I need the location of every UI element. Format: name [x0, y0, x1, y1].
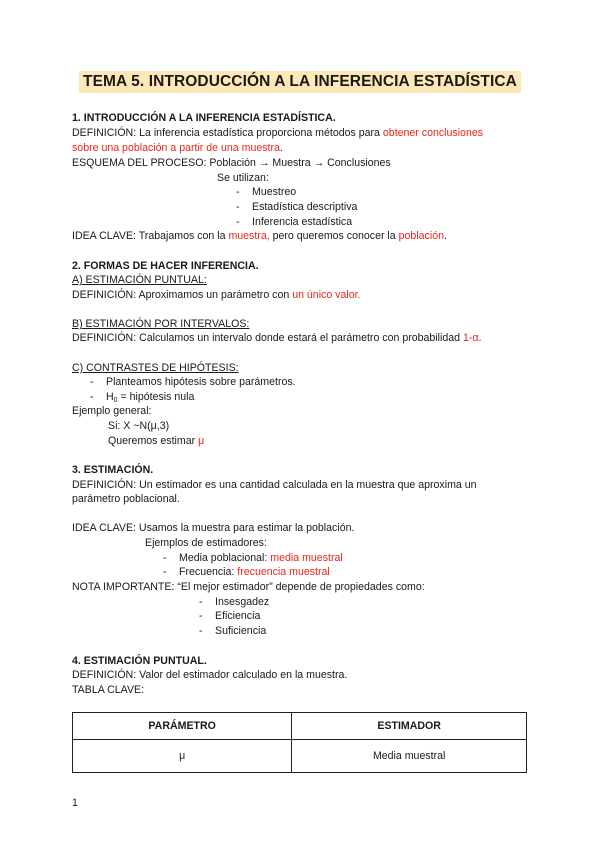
- list-item: - Planteamos hipótesis sobre parámetros.: [90, 376, 296, 388]
- estimator-table: [72, 712, 527, 773]
- s3-nota-importante: NOTA IMPORTANTE: “El mejor estimador” depende de propiedades como:: [72, 581, 425, 593]
- s1-se-utilizan: Se utilizan:: [217, 172, 269, 184]
- column-header-estimador: ESTIMADOR: [292, 713, 527, 740]
- section-3-heading: 3. ESTIMACIÓN.: [72, 464, 154, 476]
- table-header-row: [73, 713, 527, 740]
- page-number: 1: [72, 797, 78, 809]
- s3-ejemplos: Ejemplos de estimadores:: [145, 537, 267, 549]
- page-title: TEMA 5. INTRODUCCIÓN A LA INFERENCIA ESTADÍSTICA: [79, 71, 521, 93]
- column-header-parametro: PARÁMETRO: [73, 713, 292, 740]
- s1-definition-line-1: DEFINICIÓN: La inferencia estadística proporciona métodos para obtener conclusiones: [72, 127, 484, 139]
- s2-a-title: A) ESTIMACIÓN PUNTUAL:: [72, 274, 207, 286]
- list-item: - Insesgadez: [199, 596, 270, 608]
- s2-b-definition: DEFINICIÓN: Calculamos un intervalo donde estará el parámetro con probabilidad 1-α.: [72, 332, 482, 344]
- s1-definition-line-2: sobre una población a partir de una muestra.: [72, 142, 283, 154]
- section-2-heading: 2. FORMAS DE HACER INFERENCIA.: [72, 260, 259, 272]
- s2-c-title: C) CONTRASTES DE HIPÓTESIS:: [72, 362, 239, 374]
- list-item: - Estadística descriptiva: [236, 201, 358, 213]
- s4-definition: DEFINICIÓN: Valor del estimador calculado en la muestra.: [72, 669, 348, 681]
- s2-queremos: Queremos estimar μ: [108, 435, 205, 447]
- section-4-heading: 4. ESTIMACIÓN PUNTUAL.: [72, 655, 207, 667]
- s3-idea-clave: IDEA CLAVE: Usamos la muestra para estimar la población.: [72, 522, 355, 534]
- section-1-heading: 1. INTRODUCCIÓN A LA INFERENCIA ESTADÍSTICA.: [72, 112, 336, 124]
- table-row: [73, 740, 527, 773]
- s2-si: Si: X ~N(μ,3): [108, 420, 170, 432]
- s1-idea-clave: IDEA CLAVE: Trabajamos con la muestra, pero queremos conocer la población.: [72, 230, 447, 242]
- s2-ejemplo: Ejemplo general:: [72, 405, 152, 417]
- list-item: - Frecuencia: frecuencia muestral: [163, 566, 330, 578]
- s4-tabla-clave: TABLA CLAVE:: [72, 684, 145, 696]
- list-item: - Media poblacional: media muestral: [163, 552, 343, 564]
- table-cell: Media muestral: [292, 740, 527, 773]
- table-cell: μ: [73, 740, 292, 773]
- list-item: - $H_0$ = hipótesis nula: [90, 391, 195, 404]
- s2-a-definition: DEFINICIÓN: Aproximamos un parámetro con un único valor.: [72, 289, 361, 301]
- list-item: - Eficiencia: [199, 610, 261, 622]
- s2-b-title: B) ESTIMACIÓN POR INTERVALOS:: [72, 318, 250, 330]
- s3-definition-line-2: parámetro poblacional.: [72, 493, 180, 505]
- list-item: - Suficiencia: [199, 625, 267, 637]
- s1-esquema: ESQUEMA DEL PROCESO: Población → Muestra → Conclusiones: [72, 157, 391, 169]
- s3-definition-line-1: DEFINICIÓN: Un estimador es una cantidad calculada en la muestra que aproxima un: [72, 479, 477, 491]
- list-item: - Inferencia estadística: [236, 216, 353, 228]
- list-item: - Muestreo: [236, 186, 297, 198]
